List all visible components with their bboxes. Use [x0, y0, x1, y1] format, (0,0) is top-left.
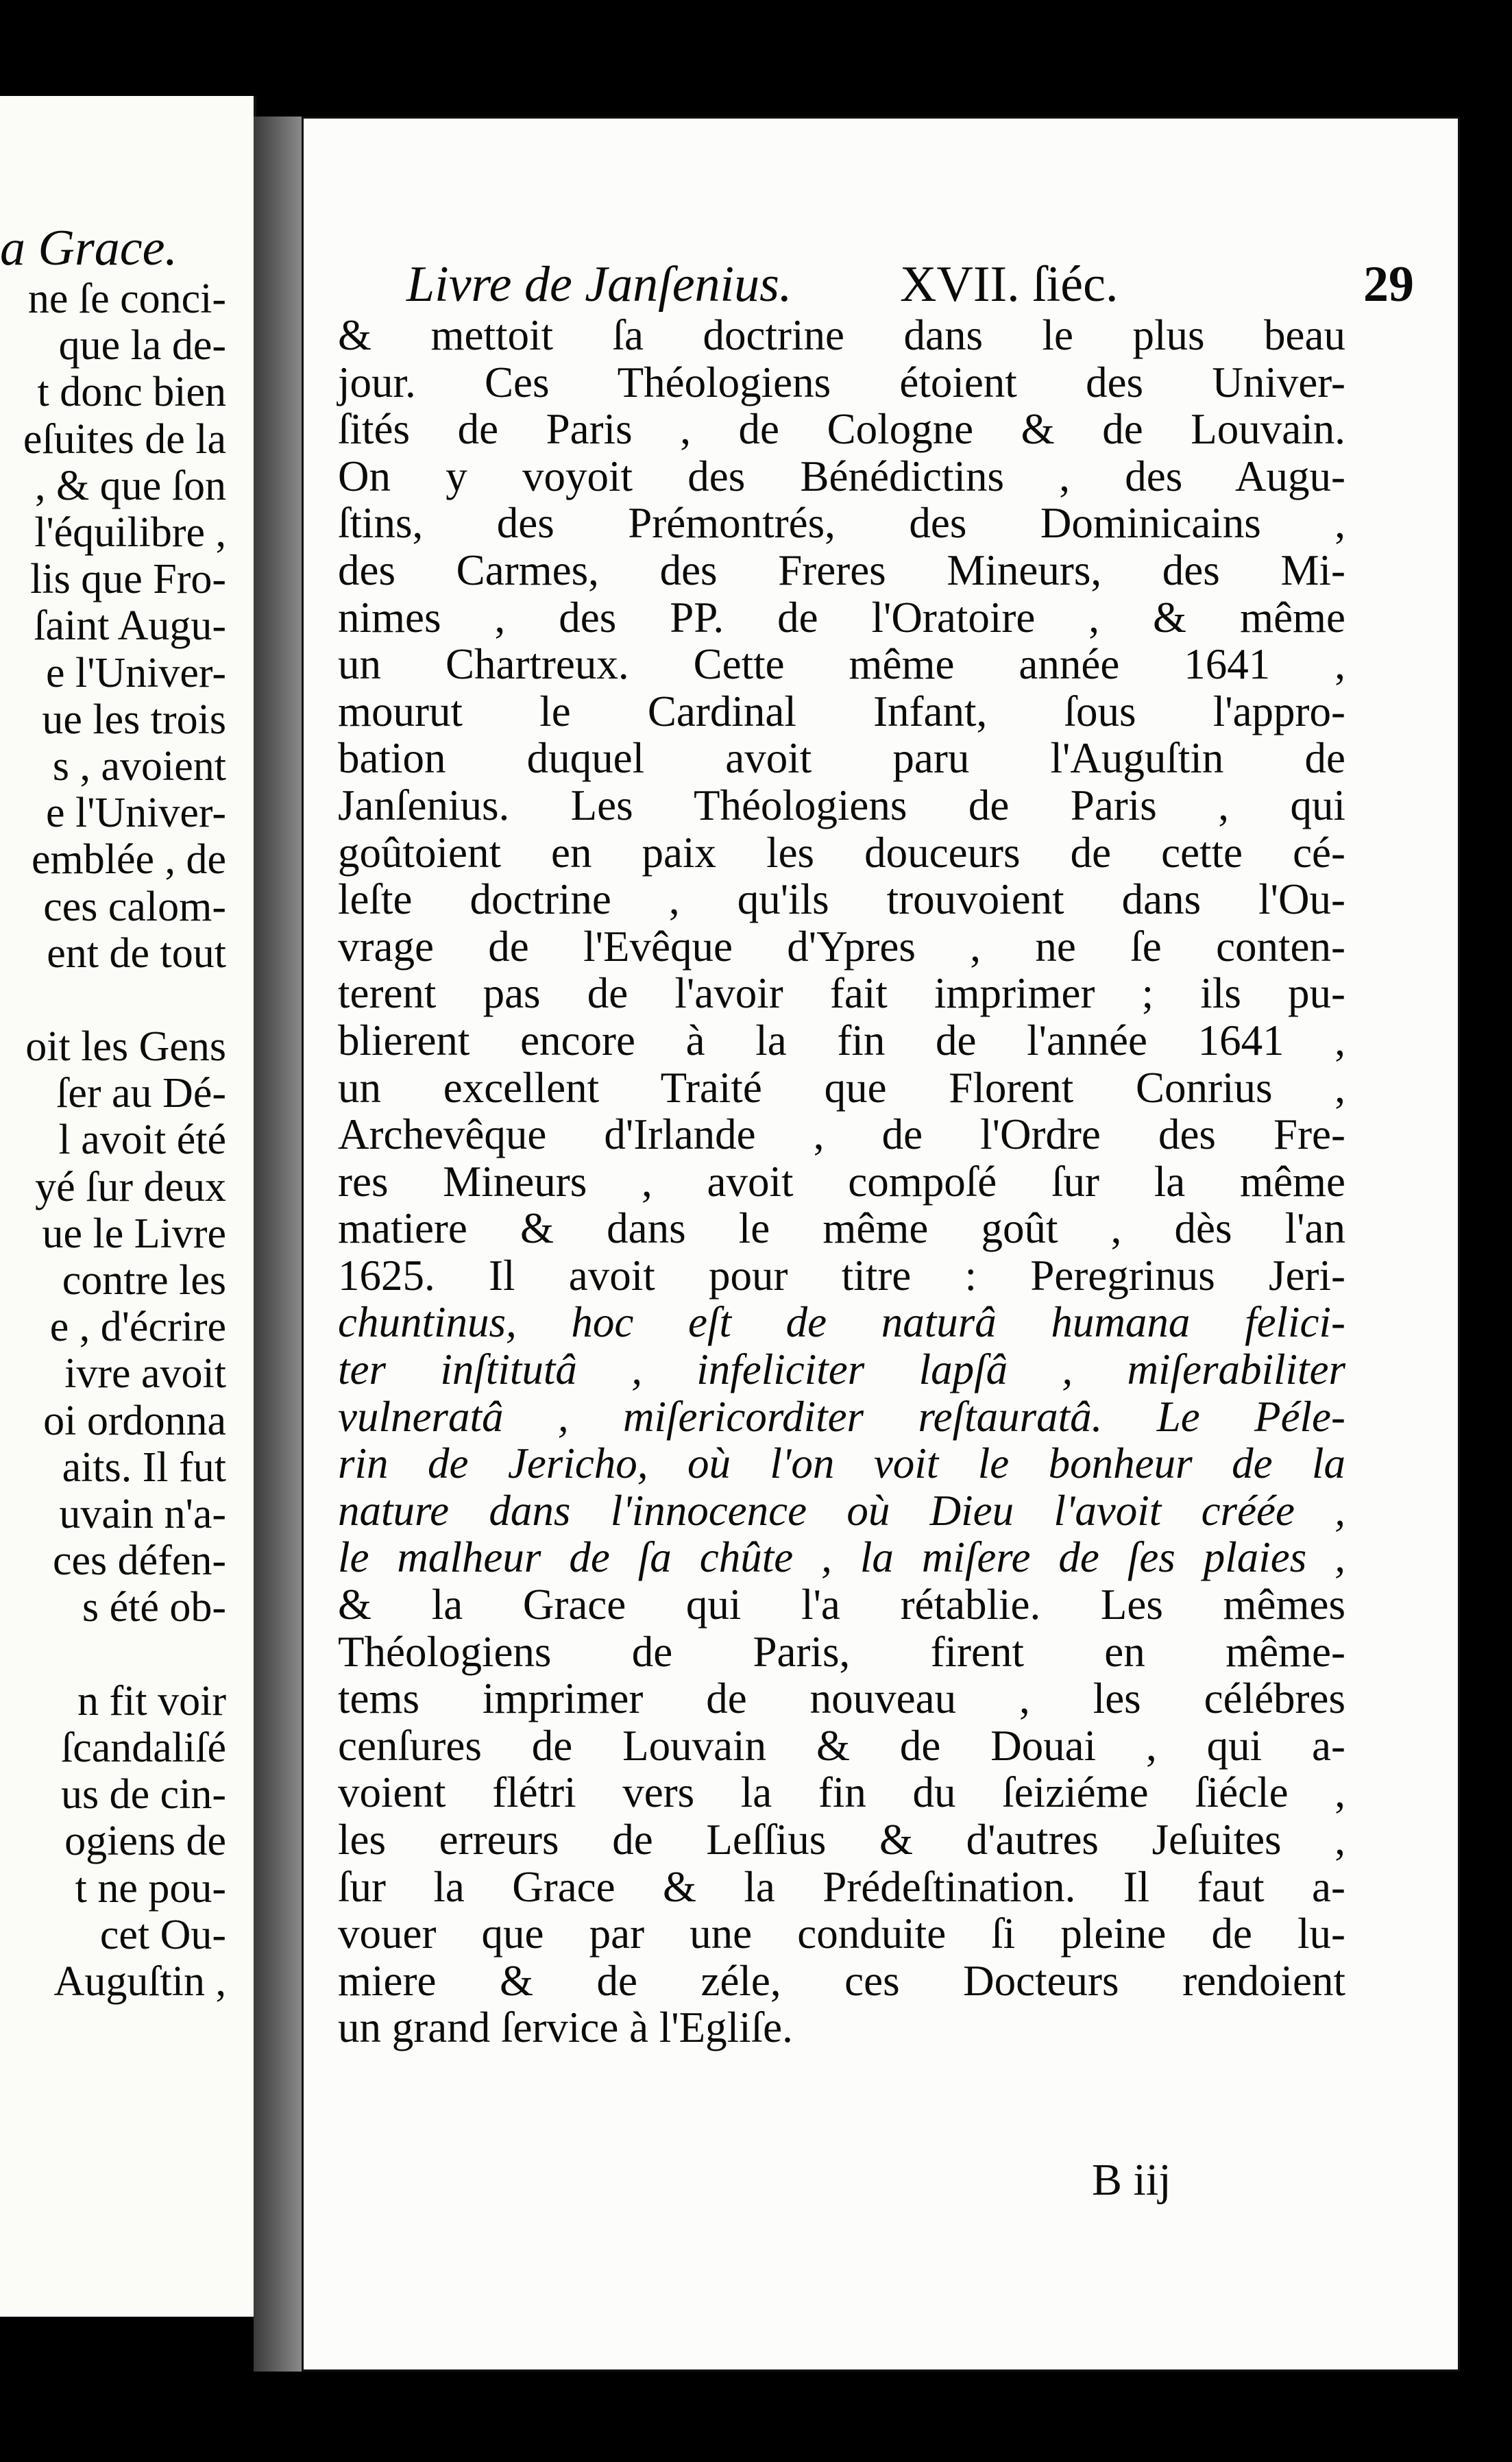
running-header [406, 256, 1414, 317]
left-text-line: ces défen- [53, 1537, 226, 1585]
text-line: goûtoient en paix les douceurs de cette cé- [338, 828, 1345, 877]
left-text-line: ogiens de [64, 1818, 226, 1865]
text-line: miere & de zéle, ces Docteurs rendoient [338, 1956, 1345, 2005]
left-text-line: uvain n'a- [59, 1491, 226, 1538]
text-line: voient flétri vers la fin du ſeiziéme ſiécle , [338, 1768, 1345, 1817]
text-line: un excellent Traité que Florent Conrius , [338, 1063, 1345, 1112]
signature-mark: B iij [1092, 2155, 1171, 2205]
left-text-line: n fit voir [77, 1677, 226, 1724]
century-label: XVII. ſiéc. [900, 256, 1119, 313]
left-text-line: Auguſtin , [53, 1958, 226, 2005]
text-line: 1625. Il avoit pour titre : Peregrinus Jeri- [338, 1251, 1345, 1300]
text-line: les erreurs de Leſſius & d'autres Jeſuites , [338, 1816, 1345, 1864]
left-text-line: ſaint Augu- [34, 602, 226, 650]
text-line: res Mineurs , avoit compoſé ſur la même [338, 1157, 1345, 1206]
blank-line [23, 1631, 226, 1678]
left-text-line: oi ordonna [43, 1397, 226, 1444]
text-line: blierent encore à la fin de l'année 1641 , [338, 1016, 1345, 1064]
text-line: Janſenius. Les Théologiens de Paris , qui [338, 781, 1345, 829]
previous-page-fragment [0, 96, 256, 2317]
left-text-line: ue les trois [42, 696, 226, 743]
text-line: un Chartreux. Cette même année 1641 , [338, 640, 1345, 689]
left-text-line: ces calom- [43, 883, 226, 930]
left-text-line: s , avoient [52, 743, 226, 790]
left-text-line: lis que Fro- [30, 556, 226, 603]
text-line: & la Grace qui l'a rétablie. Les mêmes [338, 1581, 1345, 1629]
text-line: le malheur de ſa chûte , la miſere de ſes plaies , [338, 1533, 1345, 1582]
left-text-line: us de cin- [60, 1771, 226, 1818]
text-line: leſte doctrine , qu'ils trouvoient dans l'Ou- [338, 875, 1345, 924]
left-text-line: ſer au Dé- [56, 1070, 226, 1117]
left-text-line: ne ſe conci- [27, 276, 226, 322]
blank-line [23, 977, 226, 1023]
text-line: vouer que par une conduite ſi pleine de lu- [338, 1910, 1345, 1958]
text-line: jour. Ces Théologiens étoient des Univer- [338, 358, 1345, 406]
page-number: 29 [1363, 256, 1414, 313]
left-text-line: contre les [62, 1257, 226, 1304]
left-text-line: e , d'écrire [49, 1304, 226, 1351]
text-line: un grand ſervice à l'Egliſe. [338, 2003, 793, 2052]
page-29 [302, 117, 1460, 2372]
text-line: On y voyoit des Bénédictins , des Augu- [338, 452, 1345, 500]
body-text [338, 312, 1345, 2051]
text-line: nimes , des PP. de l'Oratoire , & même [338, 593, 1345, 642]
left-text-line: aits. Il fut [62, 1443, 226, 1491]
left-running-head: a Grace. [0, 220, 178, 276]
text-line: Théologiens de Paris, firent en même- [338, 1627, 1345, 1676]
left-text-line: eſuites de la [23, 415, 226, 463]
left-text-line: ue le Livre [42, 1210, 226, 1257]
left-text-line: yé ſur deux [35, 1163, 226, 1210]
left-text-line: s été ob- [82, 1584, 226, 1631]
text-line: & mettoit ſa doctrine dans le plus beau [338, 311, 1345, 359]
left-text-line: ent de tout [47, 929, 226, 977]
left-text-line: cet Ou- [99, 1911, 226, 1958]
text-line: cenſures de Louvain & de Douai , qui a- [338, 1721, 1345, 1770]
left-page-text [23, 276, 226, 2005]
left-text-line: e l'Univer- [46, 649, 226, 696]
left-text-line: l avoit été [58, 1117, 226, 1164]
left-text-line: e l'Univer- [46, 790, 226, 837]
text-line: Archevêque d'Irlande , de l'Ordre des Fre- [338, 1110, 1345, 1159]
text-line: mourut le Cardinal Infant, ſous l'appro- [338, 687, 1345, 735]
left-text-line: oit les Gens [25, 1023, 226, 1071]
left-text-line: , & que ſon [35, 462, 226, 509]
text-line: vrage de l'Evêque d'Ypres , ne ſe conten- [338, 922, 1345, 971]
text-line: nature dans l'innocence où Dieu l'avoit créée , [338, 1486, 1345, 1535]
left-text-line: emblée , de [31, 836, 226, 883]
text-line: rin de Jericho, où l'on voit le bonheur de la [338, 1439, 1345, 1488]
left-text-line: t ne pou- [75, 1864, 226, 1912]
left-text-line: ſcandaliſé [61, 1724, 226, 1771]
text-line: ſur la Grace & la Prédeſtination. Il faut a- [338, 1862, 1345, 1911]
text-line: ſités de Paris , de Cologne & de Louvain. [338, 405, 1345, 454]
text-line: bation duquel avoit paru l'Auguſtin de [338, 734, 1345, 783]
text-line: vulneratâ , miſericorditer reſtauratâ. Le Péle- [338, 1392, 1345, 1441]
left-text-line: que la de- [58, 322, 226, 369]
text-line: chuntinus, hoc eſt de naturâ humana felici- [338, 1298, 1345, 1347]
text-line: terent pas de l'avoir fait imprimer ; ils pu- [338, 969, 1345, 1018]
text-line: ſtins, des Prémontrés, des Dominicains , [338, 499, 1345, 548]
text-line: ter inſtitutâ , infeliciter lapſâ , miſerabiliter [338, 1345, 1345, 1394]
text-line: matiere & dans le même goût , dès l'an [338, 1204, 1345, 1253]
text-line: des Carmes, des Freres Mineurs, des Mi- [338, 546, 1345, 594]
left-text-line: l'équilibre , [34, 509, 226, 557]
text-line: tems imprimer de nouveau , les célébres [338, 1674, 1345, 1723]
running-title: Livre de Janſenius. [406, 256, 792, 313]
left-text-line: t donc bien [37, 369, 226, 416]
left-text-line: ivre avoit [64, 1350, 226, 1398]
